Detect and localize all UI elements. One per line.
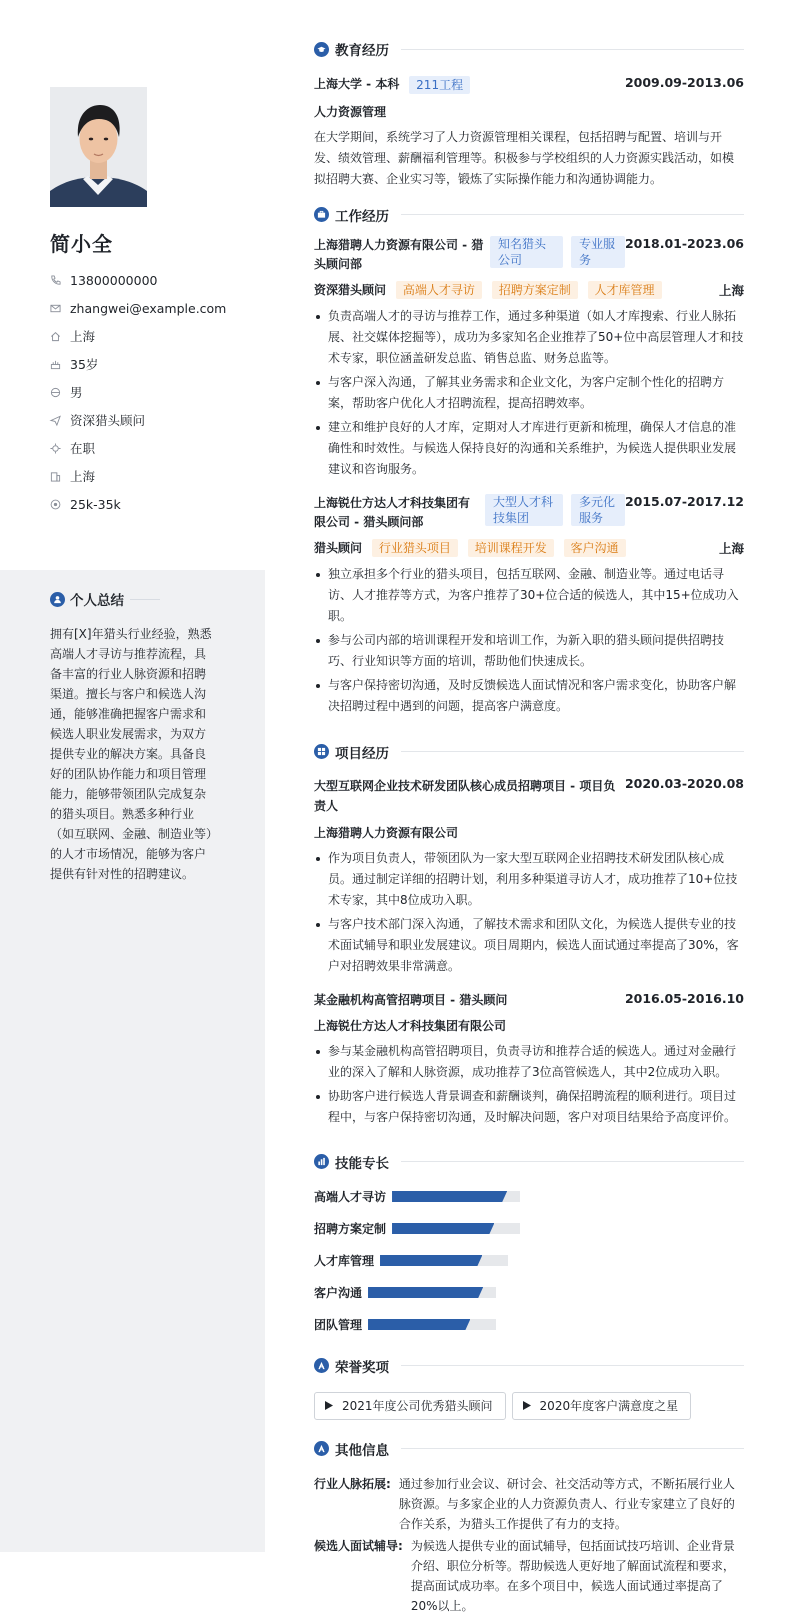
contact-gender (50, 378, 260, 406)
education-title: 教育经历 (335, 43, 389, 59)
contact-status (50, 434, 260, 462)
work-divider (401, 214, 744, 215)
grid-icon (314, 744, 329, 759)
list-item: 与客户深入沟通，了解其业务需求和企业文化，为客户定制个性化的招聘方案，帮助客户优化人才招聘流程，提高招聘效率。 (314, 372, 744, 414)
awards-heading (314, 1355, 744, 1377)
project-1-name: 大型互联网企业技术研发团队核心成员招聘项目 - 项目负责人 (314, 778, 616, 813)
contact-email (50, 294, 260, 322)
main-column (314, 38, 744, 1616)
list-item: 负责高端人才的寻访与推荐工作，通过多种渠道（如人才库搜索、行业人脉拓展、社交媒体挖掘等），成功为多家知名企业推荐了50+位中高层管理人才和技术专家，职位涵盖研发总监、销售总监、财务总监等。 (314, 306, 744, 369)
list-item: 独立承担多个行业的猎头项目，包括互联网、金融、制造业等。通过电话寻访、人才推荐等方式，为客户推荐了30+位合适的候选人，其中15+位成功入职。 (314, 564, 744, 627)
award-badge (512, 1392, 692, 1420)
summary-heading (50, 590, 260, 608)
play-icon (523, 1401, 531, 1410)
user-icon (50, 592, 65, 607)
awards-divider (401, 1365, 744, 1366)
contact-hometown-text: 上海 (70, 329, 96, 344)
education-header (314, 75, 744, 94)
skills-title: 技能专长 (335, 1155, 389, 1172)
education-major: 人力资源管理 (314, 104, 387, 119)
project-2-header (314, 991, 744, 1008)
contact-age (50, 350, 260, 378)
gender-icon (50, 385, 70, 399)
other-item-label: 行业人脉拓展: (314, 1476, 391, 1491)
award-label: 2021年度公司优秀猎头顾问 (342, 1399, 493, 1413)
skill-bar (368, 1319, 496, 1330)
job-2-city: 上海 (718, 540, 744, 556)
award-label: 2020年度客户满意度之星 (539, 1399, 679, 1413)
job-2-header (314, 494, 744, 532)
project-1-bullets (314, 848, 744, 977)
job-1-tag: 知名猎头公司 (490, 236, 563, 268)
info-icon (314, 1441, 329, 1456)
other-item (314, 1474, 744, 1534)
job-2-bullets (314, 564, 744, 717)
other-item (314, 1536, 744, 1616)
awards-title: 荣誉奖项 (335, 1359, 389, 1376)
job-1-tags (490, 236, 625, 268)
contact-title (50, 406, 260, 434)
education-divider (401, 49, 744, 50)
contact-hometown (50, 322, 260, 350)
job-2-tags (485, 494, 625, 526)
contact-city-text: 上海 (70, 469, 96, 484)
summary-title: 个人总结 (70, 593, 124, 609)
skills-divider (401, 1161, 744, 1162)
mail-icon (50, 301, 70, 315)
award-badge (314, 1392, 506, 1420)
other-item-text: 为候选人提供专业的面试辅导，包括面试技巧培训、企业背景介绍、职位分析等。帮助候选人更好地了解面试流程和要求，提高面试成功率。在多个项目中，候选人面试通过率提高了20%以上。 (410, 1538, 735, 1613)
skill-label: 人才库管理 (314, 1254, 375, 1268)
other-item-text: 通过参加行业会议、研讨会、社交活动等方式，不断拓展行业人脉资源。与多家企业的人力资源负责人、行业专家建立了良好的合作关系，为猎头工作提供了有力的支持。 (398, 1476, 735, 1531)
summary-text: 拥有[X]年猎头行业经验，熟悉高端人才寻访与推荐流程，具备丰富的行业人脉资源和招聘渠道。擅长与客户和候选人沟通，能够准确把握客户需求和候选人职业发展需求，为双方提供专业的解决方案。具备良好的团队协作能力和项目管理能力，能够带领团队完成复杂的猎头项目。熟悉多种行业（如互联网、金融、制造业等）的人才市场情况，能够为客户提供有针对性的招聘建议。 (50, 627, 213, 881)
job-2-role-tag: 行业猎头项目 (372, 539, 458, 557)
list-item: 协助客户进行候选人背景调查和薪酬谈判，确保招聘流程的顺利进行。项目过程中，与客户保持密切沟通，及时解决问题，客户对项目结果给予高度评价。 (314, 1086, 744, 1128)
job-1-company: 上海猎聘人力资源有限公司 - 猎头顾问部 (314, 237, 484, 271)
list-item: 建立和维护良好的人才库，定期对人才库进行更新和梳理，确保人才信息的准确性和时效性。与候选人保持良好的沟通和关系维护，为候选人提供职业发展建议和咨询服务。 (314, 417, 744, 480)
contact-gender-text: 男 (70, 385, 83, 400)
awards-list (314, 1392, 744, 1420)
award-icon (314, 1358, 329, 1373)
project-2-bullets (314, 1041, 744, 1128)
job-1-role-tag: 高端人才寻访 (396, 281, 482, 299)
contact-salary-text: 25k-35k (70, 496, 121, 512)
skill-bar-fill (368, 1319, 470, 1330)
cake-icon (50, 357, 70, 371)
skill-item (314, 1315, 535, 1335)
contact-city (50, 462, 260, 490)
projects-title: 项目经历 (335, 745, 389, 762)
skill-item (314, 1187, 535, 1207)
projects-divider (401, 751, 744, 752)
project-2-date: 2016.05-2016.10 (624, 990, 744, 1006)
list-item: 与客户技术部门深入沟通，了解技术需求和团队文化，为候选人提供专业的技术面试辅导和职业发展建议。项目周期内，候选人面试通过率提高了30%，客户对招聘效果非常满意。 (314, 914, 744, 977)
avatar (50, 87, 147, 207)
job-1-role-tag: 人才库管理 (588, 281, 662, 299)
work-title: 工作经历 (335, 208, 389, 225)
projects-heading (314, 741, 744, 763)
skill-bar-fill (368, 1287, 483, 1298)
job-1-city: 上海 (718, 282, 744, 298)
contact-phone (50, 266, 260, 294)
skill-label: 客户沟通 (314, 1286, 363, 1300)
job-2-date: 2015.07-2017.12 (624, 493, 744, 509)
job-2-role-tag: 客户沟通 (564, 539, 626, 557)
list-item: 参与公司内部的培训课程开发和培训工作，为新入职的猎头顾问提供招聘技巧、行业知识等方面的培训，帮助他们快速成长。 (314, 630, 744, 672)
contact-status-text: 在职 (70, 441, 96, 456)
skill-bar-fill (392, 1223, 494, 1234)
project-1-date: 2020.03-2020.08 (624, 775, 744, 791)
job-1-role-tag: 招聘方案定制 (492, 281, 578, 299)
skill-bar-fill (392, 1191, 507, 1202)
bar-chart-icon (314, 1154, 329, 1169)
skill-item (314, 1251, 535, 1271)
education-tag: 211工程 (409, 76, 470, 94)
contact-title-text: 资深猎头顾问 (70, 413, 146, 428)
other-heading (314, 1438, 744, 1460)
job-2-role-tag: 培训课程开发 (468, 539, 554, 557)
job-1-bullets (314, 306, 744, 480)
skill-label: 招聘方案定制 (314, 1222, 387, 1236)
other-divider (401, 1448, 744, 1449)
candidate-name: 简小全 (50, 232, 113, 256)
skill-item (314, 1219, 535, 1239)
briefcase-icon (314, 207, 329, 222)
job-1-role-row (314, 281, 744, 299)
status-icon (50, 441, 70, 455)
other-list (314, 1474, 744, 1616)
list-item: 与客户保持密切沟通，及时反馈候选人面试情况和客户需求变化，协助客户解决招聘过程中遇到的问题，提高客户满意度。 (314, 675, 744, 717)
list-item: 参与某金融机构高管招聘项目，负责寻访和推荐合适的候选人。通过对金融行业的深入了解和人脉资源，成功推荐了3位高管候选人，其中2位成功入职。 (314, 1041, 744, 1083)
job-2-tag: 大型人才科技集团 (485, 494, 563, 526)
skill-bar (380, 1255, 508, 1266)
skill-item (314, 1283, 535, 1303)
summary-section (50, 590, 260, 884)
skill-bar (368, 1287, 496, 1298)
job-1-date: 2018.01-2023.06 (624, 235, 744, 251)
contact-phone-text: 13800000000 (70, 272, 158, 288)
skills-heading (314, 1151, 744, 1173)
job-2-company: 上海锐仕方达人才科技集团有限公司 - 猎头顾问部 (314, 495, 471, 529)
project-2-company: 上海锐仕方达人才科技集团有限公司 (314, 1018, 507, 1033)
project-1-company: 上海猎聘人力资源有限公司 (314, 825, 459, 840)
education-date: 2009.09-2013.06 (624, 75, 744, 90)
list-item: 作为项目负责人，带领团队为一家大型互联网企业招聘技术研发团队核心成员。通过制定详细的招聘计划，利用多种渠道寻访人才，成功推荐了10+位技术专家，其中8位成功入职。 (314, 848, 744, 911)
money-icon (50, 497, 70, 511)
job-2-tag: 多元化服务 (571, 494, 625, 526)
job-1-role: 资深猎头顾问 (314, 282, 387, 297)
job-1-header (314, 236, 744, 274)
other-item-label: 候选人面试辅导: (314, 1538, 403, 1553)
skill-label: 团队管理 (314, 1318, 363, 1332)
send-icon (50, 413, 70, 427)
job-1-tag: 专业服务 (571, 236, 625, 268)
job-2-role-row (314, 539, 744, 557)
contact-email-text: zhangwei@example.com (70, 300, 227, 316)
other-title: 其他信息 (335, 1442, 389, 1459)
phone-icon (50, 273, 70, 287)
summary-title-divider (130, 599, 160, 600)
play-icon (325, 1401, 333, 1410)
work-heading (314, 204, 744, 226)
building-icon (50, 469, 70, 483)
contact-salary (50, 490, 260, 518)
project-1-header (314, 776, 744, 816)
skill-label: 高端人才寻访 (314, 1190, 387, 1204)
graduation-cap-icon (314, 42, 329, 57)
skill-bar-fill (380, 1255, 482, 1266)
education-school: 上海大学 - 本科 (314, 77, 400, 91)
job-2-role: 猎头顾问 (314, 540, 363, 555)
education-description: 在大学期间，系统学习了人力资源管理相关课程，包括招聘与配置、培训与开发、绩效管理、薪酬福利管理等。积极参与学校组织的人力资源实践活动，如模拟招聘大赛、企业实习等，锻炼了实际操作能力和沟通协调能力。 (314, 129, 735, 186)
education-heading (314, 38, 744, 60)
project-2-name: 某金融机构高管招聘项目 - 猎头顾问 (314, 992, 508, 1007)
contact-list (50, 266, 260, 518)
skill-bar (392, 1191, 520, 1202)
skill-bar (392, 1223, 520, 1234)
skills-grid (314, 1187, 744, 1335)
contact-age-text: 35岁 (70, 357, 99, 372)
home-icon (50, 329, 70, 343)
